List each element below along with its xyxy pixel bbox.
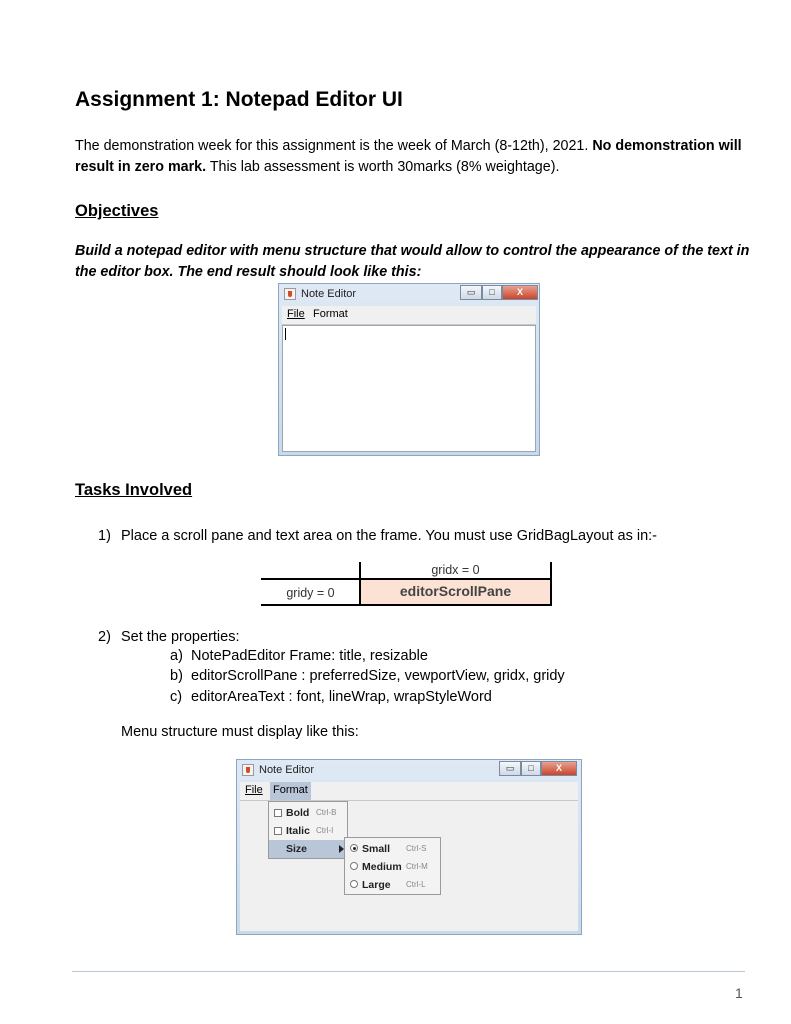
objectives-text: Build a notepad editor with menu structure that would allow to control the appearance of the text in the editor box. The end result should look like this: [75,243,750,280]
window-title: Note Editor [301,288,357,300]
close-icon[interactable]: X [502,285,538,300]
menu-bar [282,306,536,325]
menu-item-small-label: Small [362,843,391,855]
intro-paragraph [75,136,765,178]
menu-file[interactable]: File [287,308,305,320]
checkbox-icon [274,827,282,835]
text-caret [285,328,286,340]
maximize-icon[interactable]: □ [482,285,502,300]
size-submenu [344,837,441,895]
menu-item-medium-label: Medium [362,861,402,873]
gridbag-hline-bottom [261,604,552,606]
gridbag-hline-top [261,578,552,580]
format-menu [268,801,348,859]
footer-divider [72,971,745,972]
page-number: 1 [735,985,743,1001]
menu-item-italic-label: Italic [286,825,310,837]
close-icon[interactable]: X [541,761,577,776]
note-editor-window-2 [236,759,582,935]
note-editor-window-1 [278,283,540,456]
intro-text-1: The demonstration week for this assignment is the week of March (8-12th), 2021. [75,138,593,154]
menu-structure-text: Menu structure must display like this: [121,724,359,740]
subitem-c-text: editorAreaText : font, lineWrap, wrapStyleWord [191,689,492,705]
subitem-a-label: a) [170,648,183,664]
page-title: Assignment 1: Notepad Editor UI [75,88,403,111]
radio-icon [350,862,358,870]
menu-item-large[interactable] [345,876,440,894]
menu-item-small[interactable] [345,840,440,858]
minimize-icon[interactable]: ▭ [460,285,482,300]
intro-bold-text: No demonstration will result in zero mark. [75,138,742,175]
java-icon [284,288,296,300]
menu-item-italic-accel: Ctrl-I [316,826,334,835]
maximize-icon[interactable]: □ [521,761,541,776]
menu-item-bold-accel: Ctrl-B [316,808,337,817]
menu-item-size-label: Size [286,843,308,855]
task-2-number: 2) [98,629,111,645]
menu-item-large-accel: Ctrl-L [406,880,426,889]
menu-item-bold-label: Bold [286,807,310,819]
intro-text-2: This lab assessment is worth 30marks (8% weightage). [206,159,560,175]
gridy-label: gridy = 0 [286,586,335,600]
gridbag-vline-right [550,562,552,606]
task-1-text: Place a scroll pane and text area on the frame. You must use GridBagLayout as in:- [121,528,658,544]
menu-file[interactable]: File [245,784,263,796]
window-title: Note Editor [259,764,315,776]
checkbox-icon [274,809,282,817]
java-icon [242,764,254,776]
tasks-heading: Tasks Involved [75,481,193,499]
objectives-heading: Objectives [75,202,159,220]
radio-icon [350,880,358,888]
menu-item-medium[interactable] [345,858,440,876]
editor-scroll-pane-cell: editorScrollPane [399,583,512,599]
editor-text-area[interactable] [282,325,536,452]
gridx-label: gridx = 0 [431,563,480,577]
subitem-c-label: c) [170,689,183,705]
task-2-text: Set the properties: [121,629,240,645]
menu-bar [240,782,578,801]
menu-item-medium-accel: Ctrl-M [406,862,428,871]
subitem-b-label: b) [170,668,183,684]
subitem-a-text: NotePadEditor Frame: title, resizable [191,648,428,664]
menu-item-italic[interactable] [269,822,347,840]
menu-format[interactable]: Format [270,782,311,800]
subitem-b-text: editorScrollPane : preferredSize, vewportView, gridx, gridy [191,668,565,684]
window-controls [460,285,538,300]
menu-item-size[interactable] [269,840,347,858]
menu-item-small-accel: Ctrl-S [406,844,427,853]
menu-item-bold[interactable] [269,804,347,822]
task-1-number: 1) [98,528,111,544]
radio-selected-icon [350,844,358,852]
minimize-icon[interactable]: ▭ [499,761,521,776]
menu-item-large-label: Large [362,879,391,891]
window-controls [499,761,577,776]
menu-format[interactable]: Format [313,308,348,320]
